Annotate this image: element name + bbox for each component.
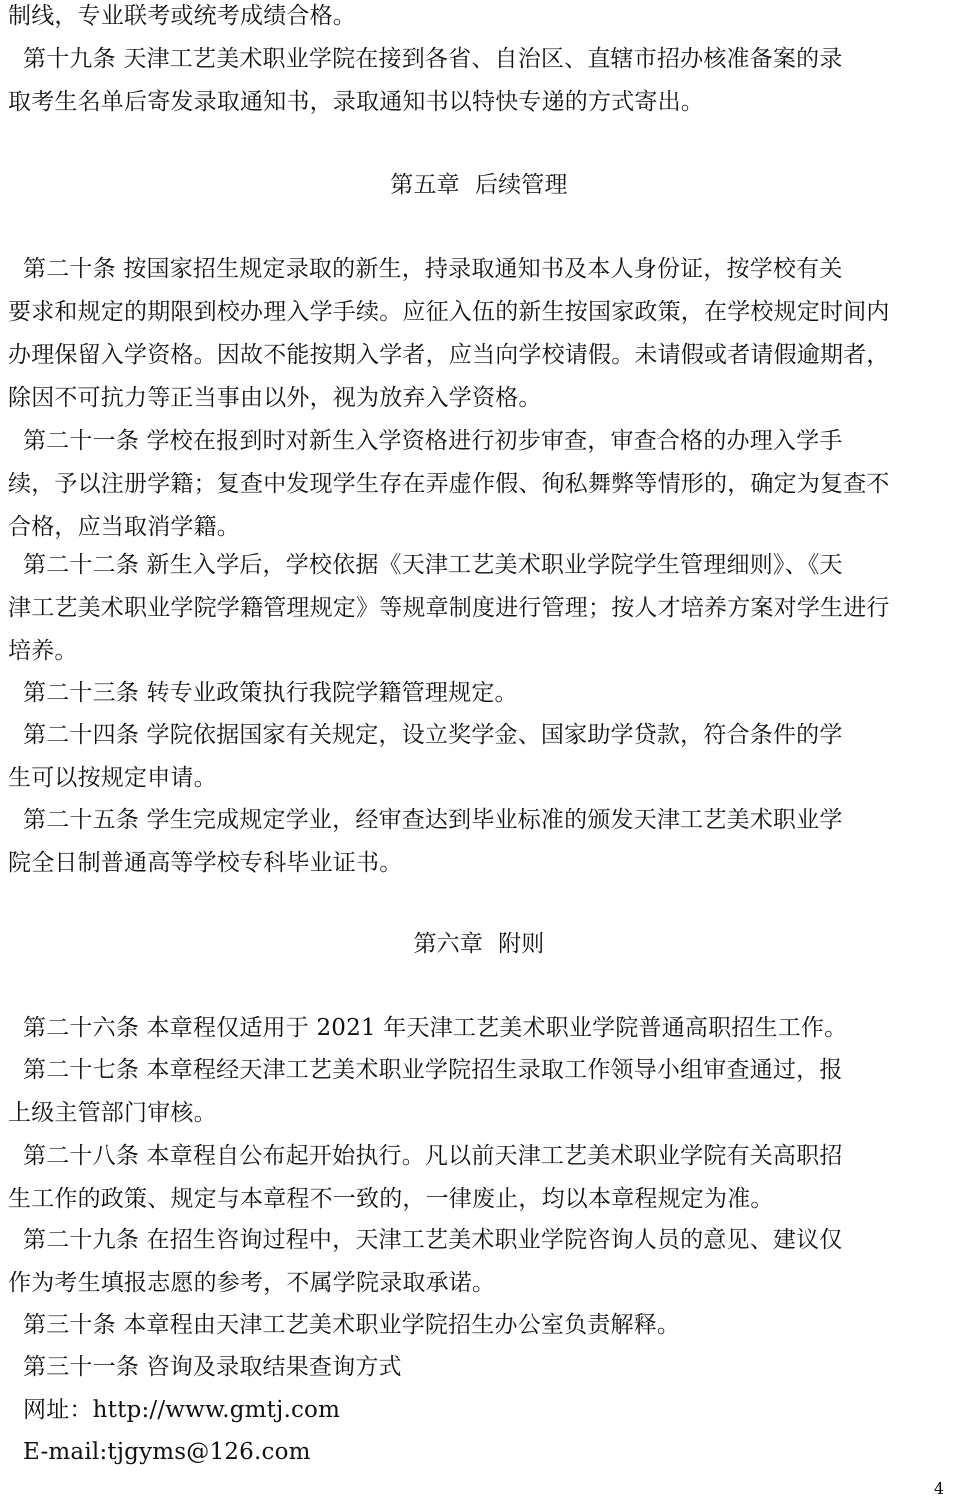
body-line: 续，予以注册学籍；复查中发现学生存在弄虚作假、徇私舞弊等情形的，确定为复查不 [8,471,890,497]
body-line: 要求和规定的期限到校办理入学手续。应征入伍的新生按国家政策，在学校规定时间内 [8,299,890,325]
page-number: 4 [933,1479,944,1498]
body-line: 第二十九条 在招生咨询过程中，天津工艺美术职业学院咨询人员的意见、建议仅 [8,1227,843,1253]
body-line: 生可以按规定申请。 [8,765,217,791]
body-line: 第二十七条 本章程经天津工艺美术职业学院招生录取工作领导小组审查通过，报 [8,1057,843,1083]
chapter-heading: 第六章 附则 [413,931,545,957]
body-line: 津工艺美术职业学院学籍管理规定》等规章制度进行管理；按人才培养方案对学生进行 [8,595,890,621]
chapter-heading: 第五章 后续管理 [390,172,568,198]
body-line: 第二十八条 本章程自公布起开始执行。凡以前天津工艺美术职业学院有关高职招 [8,1143,843,1169]
website-line: 网址：http://www.gmtj.com [8,1397,341,1423]
body-line: 第二十四条 学院依据国家有关规定，设立奖学金、国家助学贷款，符合条件的学 [8,722,843,748]
body-line: 作为考生填报志愿的参考，不属学院录取承诺。 [8,1270,496,1296]
body-line: 第十九条 天津工艺美术职业学院在接到各省、自治区、直辖市招办核准备案的录 [8,46,843,72]
email-line: E-mail:tjgyms@126.com [8,1439,311,1465]
body-line: 第二十一条 学校在报到时对新生入学资格进行初步审查，审查合格的办理入学手 [8,428,843,454]
body-line: 第三十条 本章程由天津工艺美术职业学院招生办公室负责解释。 [8,1312,681,1338]
body-line: 第二十二条 新生入学后，学校依据《天津工艺美术职业学院学生管理细则》、《天 [8,552,843,578]
body-line: 第二十五条 学生完成规定学业，经审查达到毕业标准的颁发天津工艺美术职业学 [8,807,843,833]
body-line: 办理保留入学资格。因故不能按期入学者，应当向学校请假。未请假或者请假逾期者， [8,342,890,368]
body-line: 第二十条 按国家招生规定录取的新生，持录取通知书及本人身份证，按学校有关 [8,256,843,282]
body-line: 生工作的政策、规定与本章程不一致的，一律废止，均以本章程规定为准。 [8,1186,774,1212]
body-line: 合格，应当取消学籍。 [8,514,240,540]
body-line: 培养。 [8,638,78,664]
body-line: 第二十三条 转专业政策执行我院学籍管理规定。 [8,680,518,706]
body-line: 除因不可抗力等正当事由以外，视为放弃入学资格。 [8,385,542,411]
body-line: 制线，专业联考或统考成绩合格。 [8,3,356,29]
body-line: 取考生名单后寄发录取通知书，录取通知书以特快专递的方式寄出。 [8,89,704,115]
body-line: 院全日制普通高等学校专科毕业证书。 [8,850,403,876]
body-line: 第三十一条 咨询及录取结果查询方式 [8,1354,402,1380]
body-line: 第二十六条 本章程仅适用于 2021 年天津工艺美术职业学院普通高职招生工作。 [8,1015,848,1041]
body-line: 上级主管部门审核。 [8,1100,217,1126]
